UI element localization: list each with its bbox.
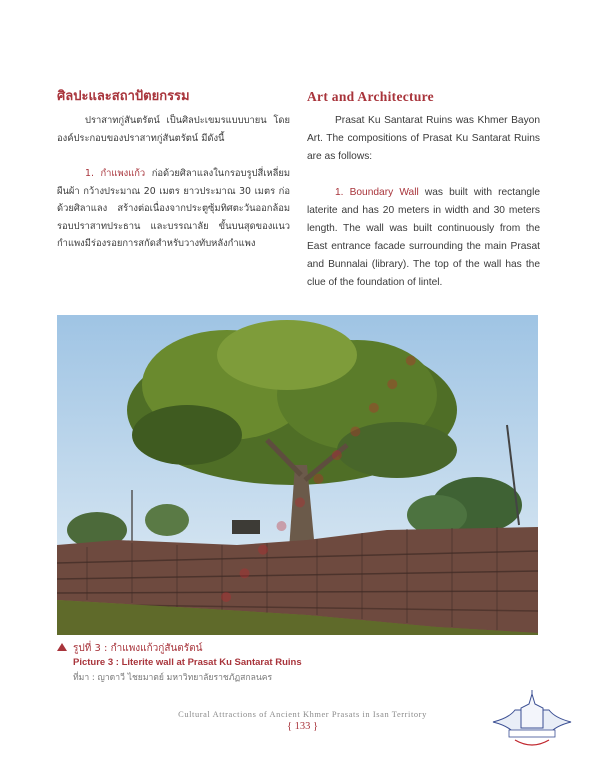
english-item-text: was built with rectangle laterite and has 20 meters in width and 30 meters length. The wall was built continuously from the East entrance facade surrounding the main Prasat and Bunnalai (library). The top of the wall has the clue of the foundation of lintel.	[307, 187, 540, 288]
english-heading: Art and Architecture	[307, 89, 434, 104]
photo-caption	[57, 642, 537, 684]
caption-english-label: Picture 3 :	[73, 657, 119, 668]
photograph-illustration	[57, 315, 538, 635]
caption-thai: รูปที่ 3 : กำแพงแก้วกู่สันตรัตน์	[73, 643, 203, 654]
english-item-label: 1. Boundary Wall	[335, 187, 419, 198]
page-number-value: 133	[294, 721, 311, 732]
thai-intro: ปราสาทกู่สันตรัตน์ เป็นศิลปะเขมรแบบบายน โดยองค์ประกอบของปราสาทกู่สันตรัตน์ มีดังนี้	[57, 115, 290, 144]
page-number: { 133 }	[286, 721, 319, 732]
thai-item-text: ก่อด้วยศิลาแลงในกรอบรูปสี่เหลี่ยมผืนผ้า กว้างประมาณ 20 เมตร ยาวประมาณ 30 เมตร ก่อด้วยศิลาแลง สร้างต่อเนื่องจากประตูซุ้มทิศตะวันออกล้อมรอบปราสาทประธาน และบรรณาลัย ขั้นบนสุดของแนวกำแพงมีร่องรอยการสกัดสำหรับวางทับหลังกำแพง	[57, 168, 290, 249]
caption-english-line	[57, 656, 537, 670]
triangle-bullet-icon	[57, 643, 67, 651]
thai-heading: ศิลปะและสถาปัตยกรรม	[57, 89, 190, 104]
english-column	[307, 88, 540, 292]
caption-thai-line	[57, 642, 537, 656]
thai-item-1	[57, 165, 290, 253]
english-item-1	[307, 184, 540, 292]
photo-laterite-wall	[57, 315, 538, 635]
thai-column	[57, 88, 290, 253]
caption-source: ที่มา : ญาดาวี ไชยมาตย์ มหาวิทยาลัยราชภัฏสกลนคร	[73, 673, 273, 683]
thai-item-label: 1. กำแพงแก้ว	[85, 168, 146, 179]
university-logo-icon	[489, 688, 575, 756]
caption-english-text: Literite wall at Prasat Ku Santarat Ruins	[118, 657, 302, 668]
english-intro: Prasat Ku Santarat Ruins was Khmer Bayon Art. The compositions of Prasat Ku Santarat Ruins are as follows:	[307, 115, 540, 162]
footer-book-title: Cultural Attractions of Ancient Khmer Prasats in Isan Territory	[178, 710, 427, 719]
